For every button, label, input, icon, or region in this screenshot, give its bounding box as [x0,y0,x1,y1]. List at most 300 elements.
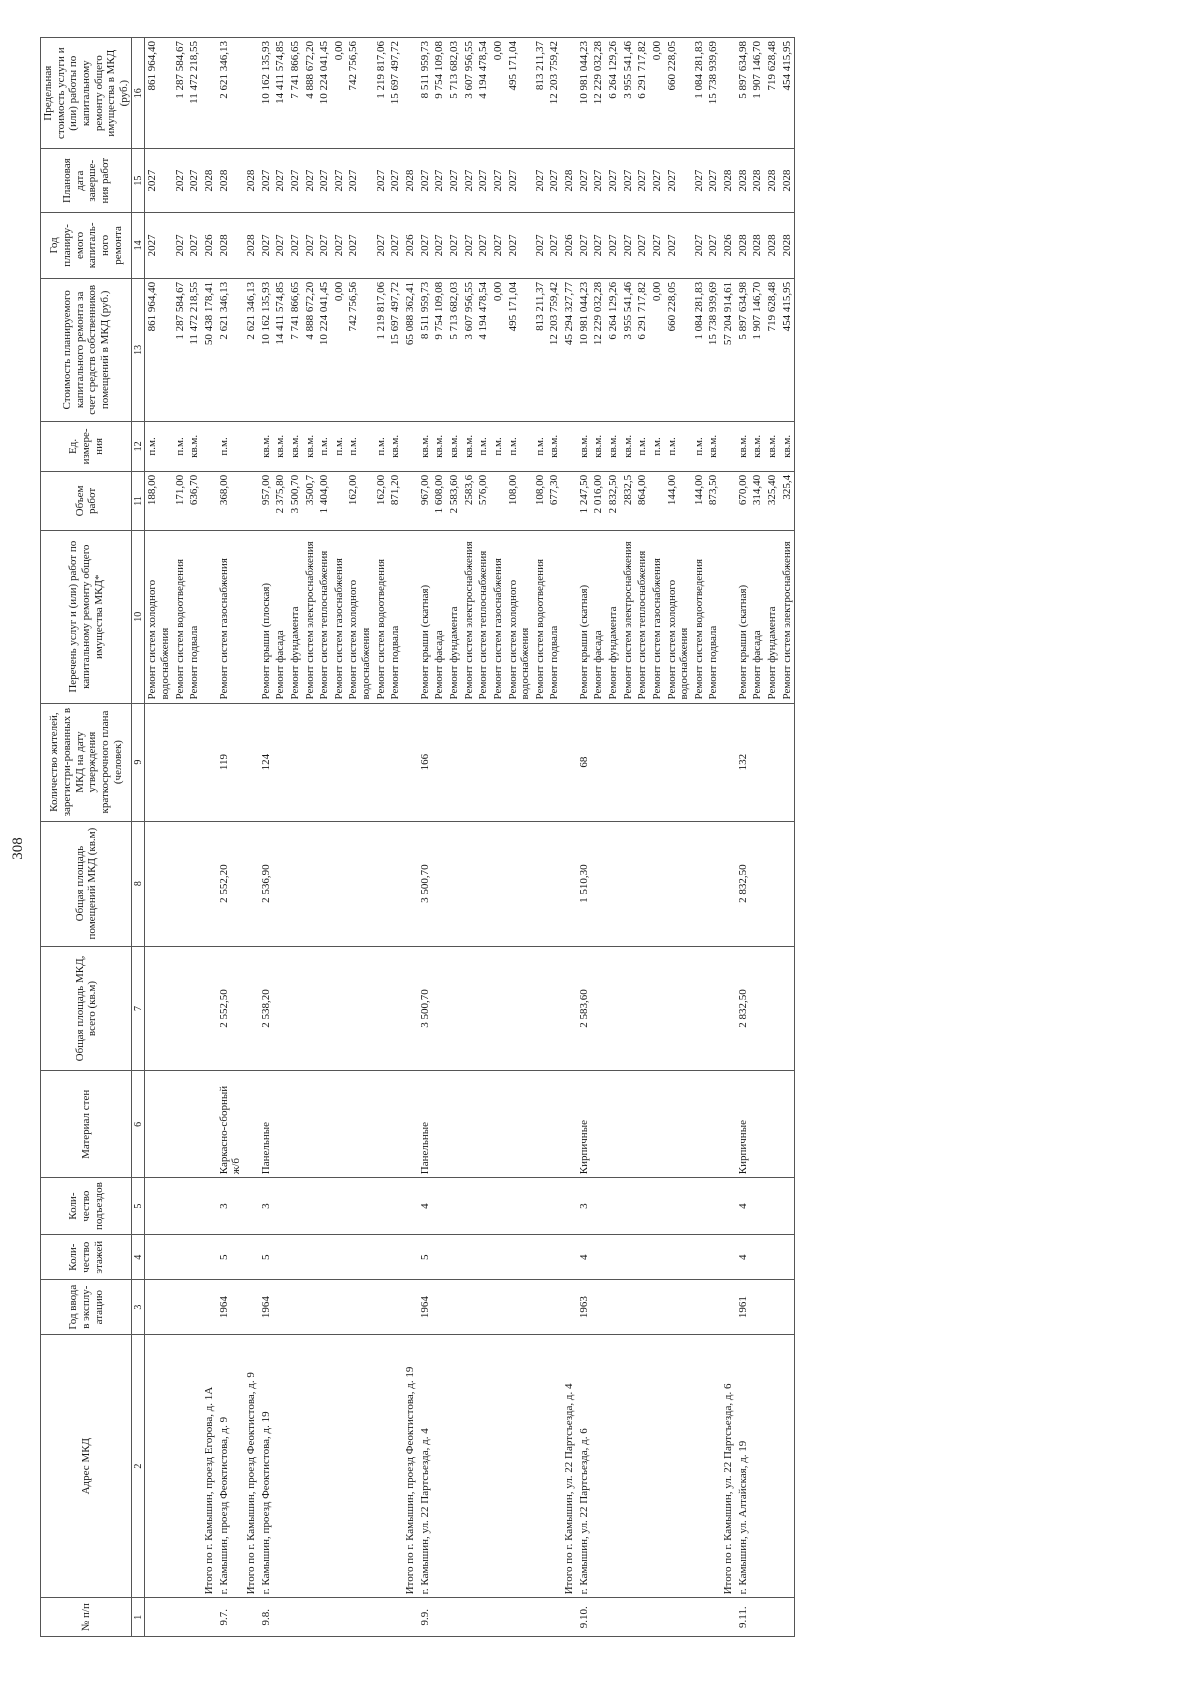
work-volume-cell: 2 583,60 [447,471,462,530]
end-date-cell: 2027 [418,149,433,213]
cost-cell: 3 955 541,46 [621,278,636,421]
work-volume-cell: 368,00 [217,471,244,530]
capital-repair-table [40,37,795,1637]
wall-material-cell [273,1071,288,1178]
table-row [418,38,433,1637]
residents-cell: 124 [259,703,274,821]
floors-cell [374,1235,389,1280]
unit-cell: п.м. [692,421,707,471]
table-row [332,38,347,1637]
cost-cell: 57 204 914,61 [721,278,736,421]
floors-cell [491,1235,506,1280]
premises-area-cell: 1 510,30 [577,821,592,946]
row-number [447,1598,462,1637]
total-area-cell: 2 552,50 [217,946,244,1071]
floors-cell [706,1235,721,1280]
address-cell [145,1334,173,1597]
repair-year-cell: 2027 [591,212,606,278]
cost-cell: 1 287 584,67 [173,278,188,421]
wall-material-cell: Панельные [259,1071,274,1178]
row-number [244,1598,259,1637]
floors-cell [462,1235,477,1280]
address-cell [547,1334,562,1597]
limit-cost-cell: 4 194 478,54 [476,38,491,149]
limit-cost-cell: 10 981 044,23 [577,38,592,149]
cost-cell: 0,00 [332,278,347,421]
residents-cell [606,703,621,821]
address-cell: Итого по г. Камышин, проезд Егорова, д. 1А [202,1334,217,1597]
floors-cell [665,1235,692,1280]
residents-cell [562,703,577,821]
repair-year-cell: 2027 [692,212,707,278]
row-number [476,1598,491,1637]
end-date-cell: 2027 [491,149,506,213]
total-area-cell [432,946,447,1071]
cost-cell: 11 472 218,55 [187,278,202,421]
limit-cost-cell: 660 228,05 [665,38,692,149]
total-area-cell [462,946,477,1071]
work-type-cell: Ремонт фасада [750,530,765,703]
table-row [476,38,491,1637]
total-area-cell [403,946,418,1071]
work-type-cell: Ремонт систем электроснабжения [303,530,318,703]
address-cell [388,1334,403,1597]
floors-cell [187,1235,202,1280]
unit-cell: п.м. [665,421,692,471]
end-date-cell: 2027 [259,149,274,213]
end-date-cell: 2027 [332,149,347,213]
table-row [750,38,765,1637]
column-number: 2 [132,1334,145,1597]
floors-cell [303,1235,318,1280]
premises-area-cell [606,821,621,946]
table-row [533,38,548,1637]
end-date-cell: 2028 [765,149,780,213]
limit-cost-cell: 742 756,56 [346,38,373,149]
end-date-cell: 2028 [736,149,751,213]
total-area-cell [547,946,562,1071]
unit-cell: п.м. [173,421,188,471]
end-date-cell: 2027 [706,149,721,213]
premises-area-cell [706,821,721,946]
entrances-cell [491,1178,506,1235]
address-cell: г. Камышин, проезд Феоктистова, д. 9 [217,1334,244,1597]
table-body [145,38,795,1637]
year-built-cell [244,1280,259,1335]
work-volume-cell: 108,00 [533,471,548,530]
work-volume-cell [332,471,347,530]
wall-material-cell [692,1071,707,1178]
wall-material-cell [591,1071,606,1178]
row-number [432,1598,447,1637]
floors-cell [606,1235,621,1280]
row-number [765,1598,780,1637]
table-row [650,38,665,1637]
wall-material-cell [606,1071,621,1178]
entrances-cell [533,1178,548,1235]
residents-cell [591,703,606,821]
repair-year-cell: 2027 [547,212,562,278]
column-number-row [132,38,145,1637]
work-volume-cell: 677,30 [547,471,562,530]
unit-cell: кв.м. [765,421,780,471]
unit-cell: п.м. [217,421,244,471]
premises-area-cell [476,821,491,946]
work-type-cell: Ремонт крыши (скатная) [418,530,433,703]
end-date-cell: 2028 [562,149,577,213]
unit-cell: кв.м. [577,421,592,471]
cost-cell: 861 964,40 [145,278,173,421]
limit-cost-cell [244,38,259,149]
address-cell [187,1334,202,1597]
unit-cell [202,421,217,471]
limit-cost-cell: 12 203 759,42 [547,38,562,149]
address-cell [288,1334,303,1597]
residents-cell [635,703,650,821]
column-number: 9 [132,703,145,821]
residents-cell [547,703,562,821]
table-row [288,38,303,1637]
address-cell [273,1334,288,1597]
cost-cell: 1 084 281,83 [692,278,707,421]
entrances-cell [288,1178,303,1235]
entrances-cell [317,1178,332,1235]
entrances-cell [432,1178,447,1235]
repair-year-cell: 2028 [244,212,259,278]
wall-material-cell [780,1071,795,1178]
table-row [577,38,592,1637]
limit-cost-cell: 10 224 041,45 [317,38,332,149]
residents-cell [765,703,780,821]
header-cell: Общая площадь МКД, всего (кв.м) [41,946,132,1071]
premises-area-cell [187,821,202,946]
residents-cell [374,703,389,821]
row-number [780,1598,795,1637]
cost-cell: 2 621 346,13 [244,278,259,421]
residents-cell: 119 [217,703,244,821]
limit-cost-cell: 15 738 939,69 [706,38,721,149]
row-number: 9.11. [736,1598,751,1637]
unit-cell [562,421,577,471]
repair-year-cell: 2028 [736,212,751,278]
residents-cell [244,703,259,821]
cost-cell: 6 264 129,26 [606,278,621,421]
total-row [244,38,259,1637]
table-row [173,38,188,1637]
residents-cell [317,703,332,821]
end-date-cell: 2027 [388,149,403,213]
address-cell: Итого по г. Камышин, проезд Феоктистова, д. 9 [244,1334,259,1597]
residents-cell [750,703,765,821]
address-cell [621,1334,636,1597]
table-row [706,38,721,1637]
header-cell: Перечень услуг и (или) работ по капитальному ремонту общего имущества МКД* [41,530,132,703]
work-volume-cell: 2 832,50 [606,471,621,530]
work-type-cell: Ремонт фундамента [288,530,303,703]
limit-cost-cell: 6 264 129,26 [606,38,621,149]
table-row [273,38,288,1637]
residents-cell [303,703,318,821]
cost-cell: 8 511 959,73 [418,278,433,421]
residents-cell [273,703,288,821]
floors-cell [506,1235,533,1280]
repair-year-cell: 2027 [476,212,491,278]
premises-area-cell [506,821,533,946]
end-date-cell: 2028 [780,149,795,213]
total-area-cell [621,946,636,1071]
table-row [606,38,621,1637]
year-built-cell [303,1280,318,1335]
cost-cell: 9 754 109,08 [432,278,447,421]
floors-cell [332,1235,347,1280]
total-area-cell [750,946,765,1071]
table-row [145,38,173,1637]
end-date-cell: 2028 [217,149,244,213]
total-area-cell: 3 500,70 [418,946,433,1071]
column-number: 1 [132,1598,145,1637]
repair-year-cell: 2028 [765,212,780,278]
premises-area-cell: 2 536,90 [259,821,274,946]
work-type-cell [244,530,259,703]
premises-area-cell [635,821,650,946]
entrances-cell [650,1178,665,1235]
cost-cell: 50 438 178,41 [202,278,217,421]
end-date-cell: 2027 [533,149,548,213]
unit-cell: п.м. [650,421,665,471]
work-volume-cell [721,471,736,530]
table-row [346,38,373,1637]
premises-area-cell [288,821,303,946]
year-built-cell [491,1280,506,1335]
total-area-cell [388,946,403,1071]
row-number [346,1598,373,1637]
limit-cost-cell [403,38,418,149]
work-volume-cell: 325,4 [780,471,795,530]
work-volume-cell: 864,00 [635,471,650,530]
floors-cell [145,1235,173,1280]
cost-cell: 495 171,04 [506,278,533,421]
limit-cost-cell: 813 211,37 [533,38,548,149]
repair-year-cell: 2027 [273,212,288,278]
row-number [591,1598,606,1637]
entrances-cell [506,1178,533,1235]
year-built-cell [765,1280,780,1335]
unit-cell: п.м. [317,421,332,471]
work-type-cell: Ремонт систем газоснабжения [650,530,665,703]
floors-cell [244,1235,259,1280]
work-volume-cell [202,471,217,530]
table-row [317,38,332,1637]
row-number [650,1598,665,1637]
total-area-cell [606,946,621,1071]
end-date-cell: 2027 [346,149,373,213]
cost-cell: 1 907 146,70 [750,278,765,421]
entrances-cell [562,1178,577,1235]
column-number: 7 [132,946,145,1071]
premises-area-cell [332,821,347,946]
work-type-cell: Ремонт систем водоотведения [374,530,389,703]
residents-cell [346,703,373,821]
row-number [547,1598,562,1637]
work-type-cell [202,530,217,703]
residents-cell [403,703,418,821]
work-type-cell: Ремонт систем водоотведения [692,530,707,703]
wall-material-cell: Панельные [418,1071,433,1178]
column-number: 3 [132,1280,145,1335]
year-built-cell [388,1280,403,1335]
year-built-cell [621,1280,636,1335]
premises-area-cell [491,821,506,946]
year-built-cell: 1964 [259,1280,274,1335]
work-volume-cell: 314,40 [750,471,765,530]
total-area-cell [533,946,548,1071]
floors-cell [388,1235,403,1280]
work-type-cell: Ремонт систем холодного водоснабжения [145,530,173,703]
premises-area-cell [173,821,188,946]
header-cell: Коли-чество подъездов [41,1178,132,1235]
column-number: 5 [132,1178,145,1235]
limit-cost-cell: 0,00 [332,38,347,149]
address-cell [635,1334,650,1597]
column-number: 12 [132,421,145,471]
repair-year-cell: 2027 [447,212,462,278]
unit-cell: кв.м. [432,421,447,471]
row-number [273,1598,288,1637]
residents-cell [721,703,736,821]
end-date-cell: 2027 [692,149,707,213]
residents-cell: 166 [418,703,433,821]
floors-cell [780,1235,795,1280]
column-number: 15 [132,149,145,213]
premises-area-cell [202,821,217,946]
wall-material-cell [332,1071,347,1178]
total-area-cell [317,946,332,1071]
entrances-cell [303,1178,318,1235]
address-cell: Итого по г. Камышин, ул. 22 Партсъезда, д. 6 [721,1334,736,1597]
work-volume-cell: 873,50 [706,471,721,530]
header-cell: Предельная стоимость услуги и (или) работы по капитальному ремонту общего имущества в МКД (руб.) [41,38,132,149]
wall-material-cell [303,1071,318,1178]
total-area-cell: 2 538,20 [259,946,274,1071]
work-volume-cell: 162,00 [374,471,389,530]
floors-cell [273,1235,288,1280]
premises-area-cell [145,821,173,946]
work-type-cell: Ремонт крыши (скатная) [736,530,751,703]
row-number [403,1598,418,1637]
total-area-cell [244,946,259,1071]
row-number [721,1598,736,1637]
row-number [562,1598,577,1637]
row-number [187,1598,202,1637]
entrances-cell [621,1178,636,1235]
address-cell [476,1334,491,1597]
repair-year-cell: 2027 [418,212,433,278]
year-built-cell [706,1280,721,1335]
limit-cost-cell: 14 411 574,85 [273,38,288,149]
column-number: 14 [132,212,145,278]
wall-material-cell [706,1071,721,1178]
repair-year-cell: 2027 [432,212,447,278]
entrances-cell [476,1178,491,1235]
premises-area-cell [447,821,462,946]
wall-material-cell [187,1071,202,1178]
wall-material-cell [750,1071,765,1178]
premises-area-cell [533,821,548,946]
limit-cost-cell: 861 964,40 [145,38,173,149]
address-cell [765,1334,780,1597]
row-number [665,1598,692,1637]
row-number [288,1598,303,1637]
limit-cost-cell: 1 084 281,83 [692,38,707,149]
floors-cell [432,1235,447,1280]
floors-cell [403,1235,418,1280]
year-built-cell [317,1280,332,1335]
cost-cell: 65 088 362,41 [403,278,418,421]
work-type-cell: Ремонт подвала [547,530,562,703]
floors-cell: 4 [736,1235,751,1280]
address-cell [346,1334,373,1597]
repair-year-cell: 2027 [665,212,692,278]
cost-cell: 0,00 [650,278,665,421]
total-area-cell [721,946,736,1071]
residents-cell [447,703,462,821]
floors-cell [202,1235,217,1280]
address-cell: Итого по г. Камышин, ул. 22 Партсъезда, д. 4 [562,1334,577,1597]
floors-cell [346,1235,373,1280]
table-row [374,38,389,1637]
work-volume-cell: 670,00 [736,471,751,530]
wall-material-cell [533,1071,548,1178]
unit-cell: п.м. [533,421,548,471]
premises-area-cell [750,821,765,946]
floors-cell [692,1235,707,1280]
entrances-cell [173,1178,188,1235]
address-cell [317,1334,332,1597]
cost-cell: 660 228,05 [665,278,692,421]
residents-cell [780,703,795,821]
end-date-cell: 2027 [606,149,621,213]
address-cell [374,1334,389,1597]
header-cell: Общая площадь помещений МКД (кв.м) [41,821,132,946]
wall-material-cell [346,1071,373,1178]
year-built-cell [187,1280,202,1335]
cost-cell: 813 211,37 [533,278,548,421]
unit-cell [721,421,736,471]
work-type-cell: Ремонт подвала [187,530,202,703]
wall-material-cell [388,1071,403,1178]
end-date-cell: 2027 [577,149,592,213]
limit-cost-cell: 12 229 032,28 [591,38,606,149]
unit-cell: кв.м. [418,421,433,471]
work-volume-cell: 108,00 [506,471,533,530]
row-number [202,1598,217,1637]
total-area-cell [145,946,173,1071]
end-date-cell: 2027 [374,149,389,213]
total-area-cell [665,946,692,1071]
total-area-cell [765,946,780,1071]
premises-area-cell [317,821,332,946]
floors-cell [591,1235,606,1280]
year-built-cell [432,1280,447,1335]
unit-cell: кв.м. [259,421,274,471]
total-area-cell [288,946,303,1071]
year-built-cell: 1961 [736,1280,751,1335]
cost-cell: 0,00 [491,278,506,421]
cost-cell: 14 411 574,85 [273,278,288,421]
total-row [403,38,418,1637]
total-area-cell [202,946,217,1071]
total-area-cell [447,946,462,1071]
